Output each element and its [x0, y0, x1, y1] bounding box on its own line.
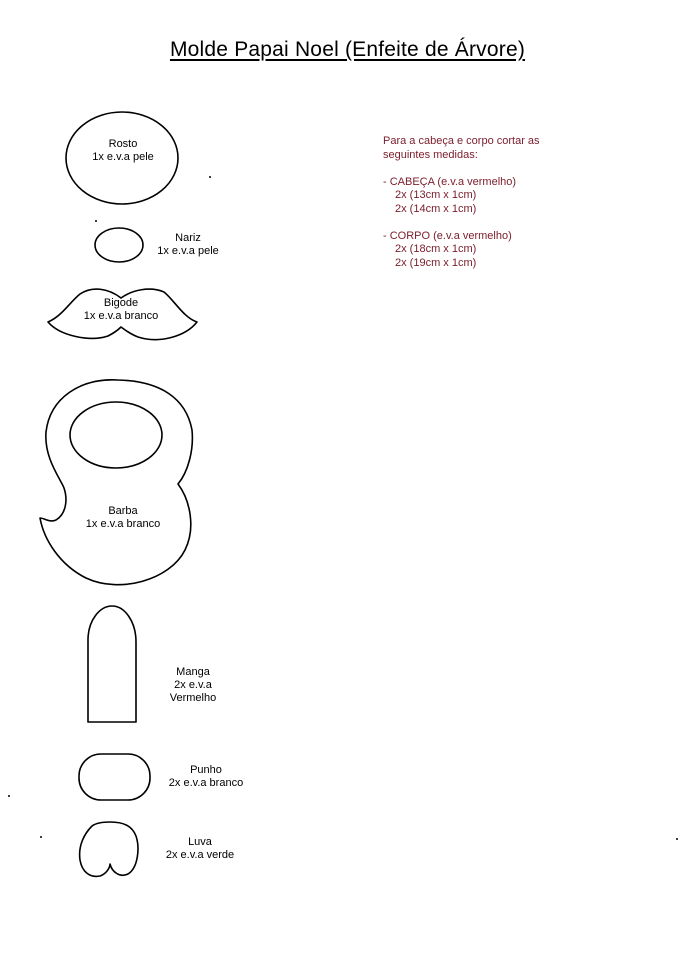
scan-speck	[40, 836, 42, 838]
punho-outline	[79, 754, 150, 800]
cabeca-heading: - CABEÇA (e.v.a vermelho)	[383, 175, 517, 188]
notes-intro-line-2: seguintes medidas:	[383, 148, 478, 161]
punho-label	[158, 764, 254, 790]
nariz-name: Nariz	[175, 232, 201, 244]
corpo-heading: - CORPO (e.v.a vermelho)	[383, 229, 512, 242]
luva-name: Luva	[188, 836, 212, 848]
luva-outline	[80, 822, 138, 876]
page-title: Molde Papai Noel (Enfeite de Árvore)	[169, 38, 526, 61]
rosto-label	[78, 138, 168, 164]
cabeca-item-2: 2x (14cm x 1cm)	[395, 202, 477, 215]
corpo-item-2: 2x (19cm x 1cm)	[395, 256, 477, 269]
corpo-item-1: 2x (18cm x 1cm)	[395, 243, 477, 255]
manga-color: Vermelho	[169, 692, 217, 704]
rosto-name: Rosto	[108, 138, 138, 150]
barba-label	[75, 505, 171, 531]
bigode-qty: 1x e.v.a branco	[83, 310, 159, 322]
barba-name: Barba	[108, 505, 138, 517]
cutting-instructions	[383, 135, 540, 270]
scan-speck	[209, 176, 211, 178]
nariz-label	[143, 232, 233, 258]
bigode-name: Bigode	[103, 297, 139, 309]
notes-intro-line-1: Para a cabeça e corpo cortar as	[383, 135, 540, 147]
rosto-qty: 1x e.v.a pele	[92, 151, 154, 163]
scan-speck	[676, 838, 678, 840]
nariz-qty: 1x e.v.a pele	[157, 245, 219, 257]
luva-qty: 2x e.v.a verde	[165, 849, 235, 861]
manga-label	[158, 666, 228, 705]
scan-speck	[95, 220, 97, 222]
barba-outline	[40, 380, 192, 585]
bigode-label	[75, 297, 167, 323]
cabeca-item-1: 2x (13cm x 1cm)	[395, 189, 477, 201]
luva-label	[155, 836, 245, 862]
barba-qty: 1x e.v.a branco	[85, 518, 161, 530]
punho-qty: 2x e.v.a branco	[168, 777, 244, 789]
manga-name: Manga	[176, 666, 210, 678]
manga-qty: 2x e.v.a	[174, 679, 212, 691]
scan-speck	[8, 795, 10, 797]
nariz-outline	[95, 228, 143, 262]
manga-outline	[88, 606, 136, 722]
punho-name: Punho	[190, 764, 222, 776]
barba-inner-outline	[70, 402, 162, 468]
